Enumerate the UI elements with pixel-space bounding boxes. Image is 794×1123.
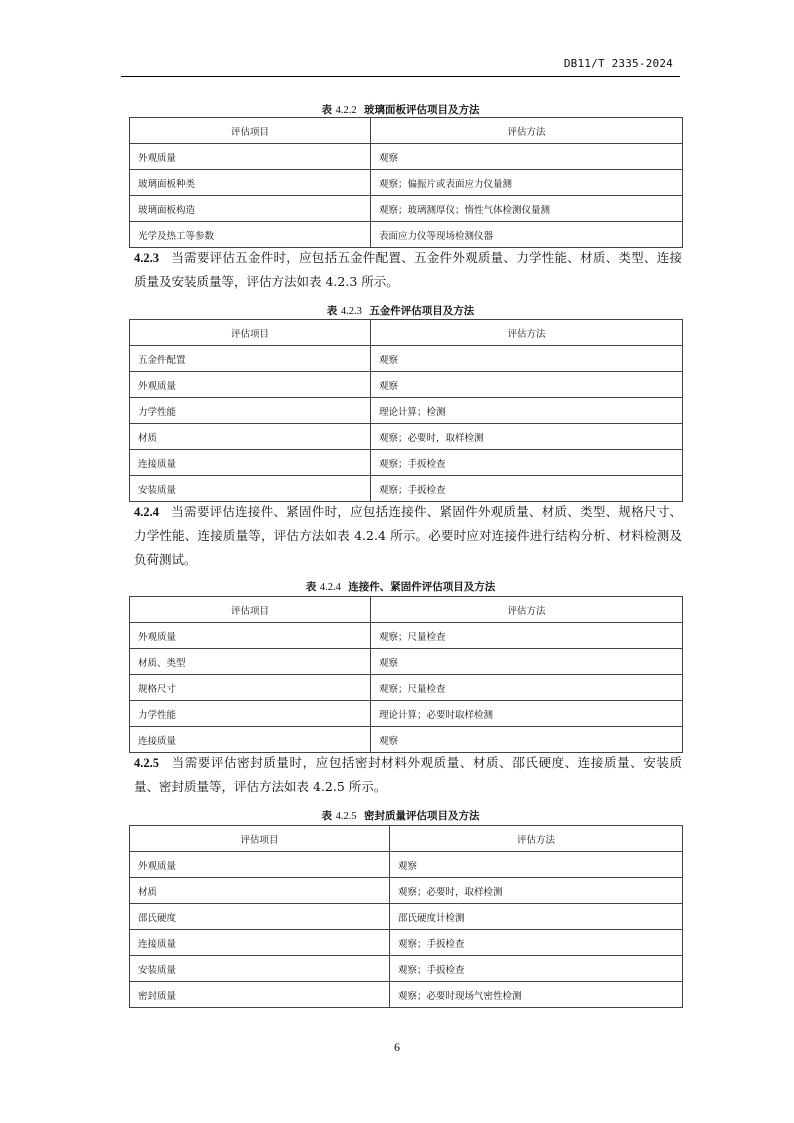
cell-method: 观察 (371, 346, 683, 372)
table-row (130, 170, 683, 196)
cell-method: 观察；必要时现场气密性检测 (390, 982, 683, 1008)
table-row (130, 623, 683, 649)
caption-number: 4.2.3 (340, 306, 362, 317)
cell-item: 力学性能 (130, 398, 371, 424)
table-header-row (130, 826, 683, 852)
table-caption-4-2-2 (121, 102, 680, 117)
header-cell-method: 评估方法 (390, 826, 683, 852)
header-cell-method: 评估方法 (371, 118, 683, 144)
table-row (130, 904, 683, 930)
table-row (130, 649, 683, 675)
table-row (130, 878, 683, 904)
cell-method: 观察；手扳检查 (390, 956, 683, 982)
caption-title: 密封质量评估项目及方法 (363, 810, 480, 822)
caption-title: 五金件评估项目及方法 (369, 305, 475, 317)
cell-method: 观察；偏振片或表面应力仪量测 (371, 170, 683, 196)
caption-number: 4.2.4 (319, 582, 341, 593)
header-cell-item: 评估项目 (130, 320, 371, 346)
clause-4-2-4 (134, 500, 682, 572)
cell-method: 观察；尺量检查 (371, 675, 683, 701)
table-header-row (130, 118, 683, 144)
clause-number: 4.2.3 (134, 251, 159, 265)
cell-item: 玻璃面板种类 (130, 170, 371, 196)
header-rule (121, 76, 680, 77)
cell-method: 观察 (371, 649, 683, 675)
caption-title: 玻璃面板评估项目及方法 (363, 104, 480, 116)
cell-item: 外观质量 (130, 852, 390, 878)
cell-method: 观察 (390, 852, 683, 878)
header-cell-item: 评估项目 (130, 826, 390, 852)
table-row (130, 372, 683, 398)
cell-item: 规格尺寸 (130, 675, 371, 701)
document-code: DB11/T 2335-2024 (563, 57, 673, 70)
cell-method: 观察；尺量检查 (371, 623, 683, 649)
cell-method: 观察 (371, 727, 683, 753)
table-row (130, 424, 683, 450)
table-row (130, 196, 683, 222)
caption-number: 4.2.5 (335, 811, 357, 822)
cell-method: 理论计算；必要时取样检测 (371, 701, 683, 727)
table-row (130, 982, 683, 1008)
cell-item: 连接质量 (130, 450, 371, 476)
table-caption-4-2-4 (121, 579, 680, 594)
table-row (130, 450, 683, 476)
table-4-2-3 (129, 319, 683, 502)
caption-prefix: 表 (305, 581, 317, 593)
table-row (130, 398, 683, 424)
cell-item: 安装质量 (130, 476, 371, 502)
table-caption-4-2-3 (121, 303, 680, 318)
header-cell-method: 评估方法 (371, 320, 683, 346)
caption-prefix: 表 (326, 305, 338, 317)
caption-number: 4.2.2 (335, 105, 357, 116)
table-row (130, 852, 683, 878)
cell-method: 观察 (371, 144, 683, 170)
cell-method: 观察；玻璃测厚仪；惰性气体检测仪量测 (371, 196, 683, 222)
cell-item: 外观质量 (130, 144, 371, 170)
cell-item: 外观质量 (130, 623, 371, 649)
caption-prefix: 表 (321, 104, 333, 116)
clause-text: 当需要评估密封质量时，应包括密封材料外观质量、材质、邵氏硬度、连接质量、安装质量、密封质量等，评估方法如表 4.2.5 所示。 (134, 755, 682, 794)
cell-item: 玻璃面板构造 (130, 196, 371, 222)
cell-item: 连接质量 (130, 727, 371, 753)
page-number: 6 (394, 1040, 400, 1054)
cell-method: 观察；手扳检查 (371, 450, 683, 476)
cell-item: 连接质量 (130, 930, 390, 956)
cell-item: 邵氏硬度 (130, 904, 390, 930)
cell-item: 密封质量 (130, 982, 390, 1008)
table-row (130, 346, 683, 372)
table-row (130, 701, 683, 727)
clause-4-2-5 (134, 751, 682, 799)
cell-method: 观察；必要时，取样检测 (390, 878, 683, 904)
cell-method: 观察 (371, 372, 683, 398)
clause-number: 4.2.4 (134, 505, 159, 519)
cell-method: 观察；手扳检查 (371, 476, 683, 502)
table-header-row (130, 597, 683, 623)
cell-method: 理论计算；检测 (371, 398, 683, 424)
cell-item: 光学及热工等参数 (130, 222, 371, 248)
cell-method: 表面应力仪等现场检测仪器 (371, 222, 683, 248)
clause-4-2-3 (134, 246, 682, 294)
header-cell-method: 评估方法 (371, 597, 683, 623)
cell-item: 外观质量 (130, 372, 371, 398)
cell-item: 安装质量 (130, 956, 390, 982)
cell-item: 材质 (130, 878, 390, 904)
cell-method: 观察；手扳检查 (390, 930, 683, 956)
table-row (130, 222, 683, 248)
clause-number: 4.2.5 (134, 756, 159, 770)
table-row (130, 144, 683, 170)
cell-item: 五金件配置 (130, 346, 371, 372)
table-4-2-2 (129, 117, 683, 248)
table-row (130, 675, 683, 701)
clause-text: 当需要评估五金件时，应包括五金件配置、五金件外观质量、力学性能、材质、类型、连接质量及安装质量等，评估方法如表 4.2.3 所示。 (134, 250, 682, 289)
cell-item: 力学性能 (130, 701, 371, 727)
table-4-2-5 (129, 825, 683, 1008)
cell-item: 材质、类型 (130, 649, 371, 675)
table-header-row (130, 320, 683, 346)
header-cell-item: 评估项目 (130, 118, 371, 144)
table-4-2-4 (129, 596, 683, 753)
cell-method: 邵氏硬度计检测 (390, 904, 683, 930)
caption-title: 连接件、紧固件评估项目及方法 (348, 581, 496, 593)
table-caption-4-2-5 (121, 808, 680, 823)
clause-text: 当需要评估连接件、紧固件时，应包括连接件、紧固件外观质量、材质、类型、规格尺寸、力学性能、连接质量等，评估方法如表 4.2.4 所示。必要时应对连接件进行结构分析、材料检测及负荷测试。 (134, 504, 682, 567)
cell-method: 观察；必要时，取样检测 (371, 424, 683, 450)
header-cell-item: 评估项目 (130, 597, 371, 623)
table-row (130, 727, 683, 753)
caption-prefix: 表 (321, 810, 333, 822)
cell-item: 材质 (130, 424, 371, 450)
table-row (130, 476, 683, 502)
table-row (130, 956, 683, 982)
table-row (130, 930, 683, 956)
